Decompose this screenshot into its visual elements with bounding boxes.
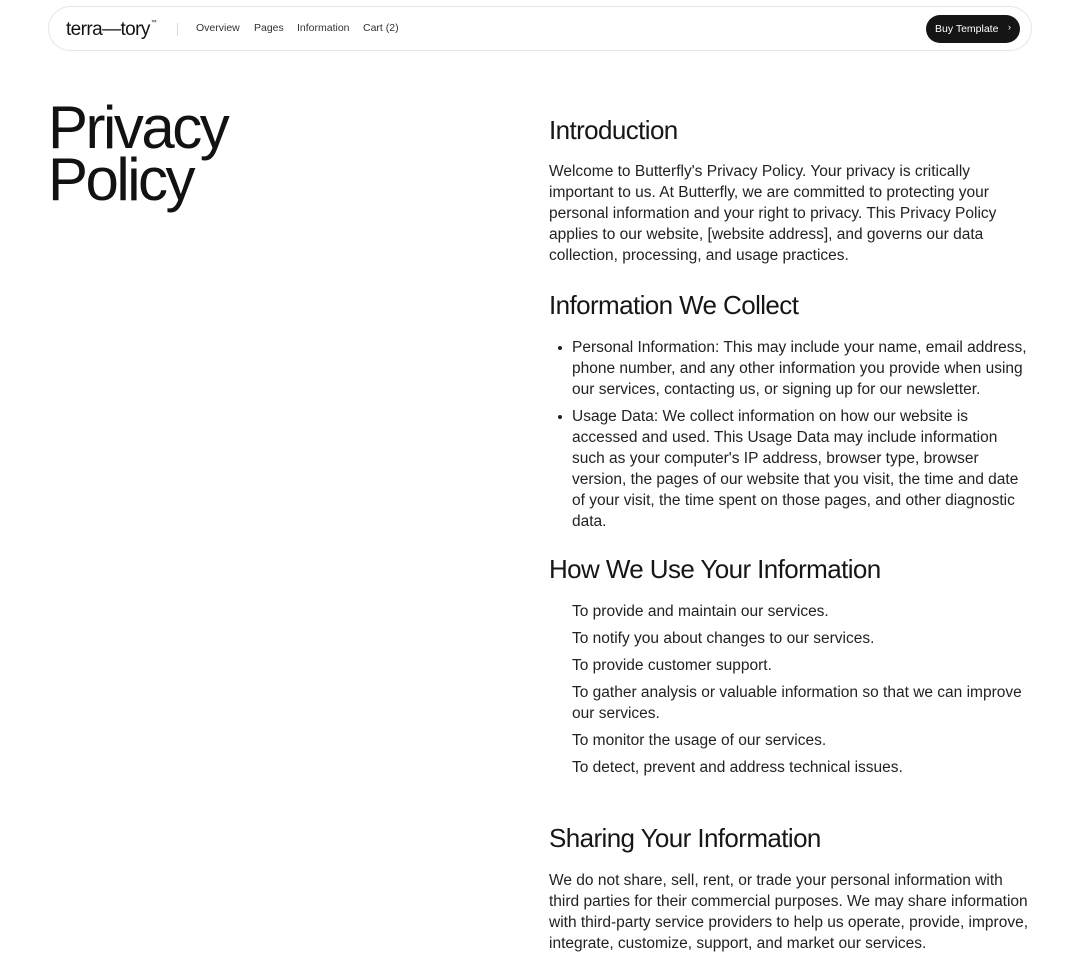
list-item: To provide and maintain our services. [572, 603, 829, 620]
nav-link-overview[interactable]: Overview [196, 22, 240, 34]
list-item: To notify you about changes to our services. [572, 630, 875, 647]
section-heading-introduction: Introduction [549, 115, 678, 145]
buy-template-label: Buy Template [935, 23, 999, 35]
list-item: To gather analysis or valuable information so that we can improve our services. [572, 684, 1022, 722]
list-item: To monitor the usage of our services. [572, 732, 827, 749]
list-item: To provide customer support. [572, 657, 772, 674]
list-item: Usage Data: We collect information on how our website is accessed and used. This Usage Data may include information such as your computer's IP address, browser type, browser version, the pages of our website that you visit, the time and date of your visit, the time spent on those pages, and other diagnostic data. [549, 406, 1034, 532]
collect-list [549, 337, 1034, 532]
nav-divider [177, 23, 178, 36]
list-item: To detect, prevent and address technical issues. [572, 759, 903, 776]
trademark-mark: ™ [150, 20, 157, 26]
page-title [48, 94, 228, 213]
list-item: Personal Information: This may include your name, email address, phone number, and any other information you provide when using our services, contacting us, or signing up for our newsletter. [549, 337, 1034, 400]
nav-link-cart[interactable]: Cart (2) [363, 22, 399, 34]
logo[interactable] [66, 19, 156, 41]
logo-text: terra—tory [66, 19, 150, 40]
section-heading-sharing: Sharing Your Information [549, 823, 821, 853]
top-navbar [48, 6, 1032, 51]
sharing-paragraph: We do not share, sell, rent, or trade your personal information with third parties for their commercial purposes. We may share information with third-party service providers to help us operate, provide, improve, integrate, customize, support, and market our services. [549, 872, 1028, 952]
chevron-right-icon: › [1008, 22, 1011, 32]
buy-template-button[interactable] [926, 15, 1020, 43]
section-heading-how-we-use: How We Use Your Information [549, 554, 881, 584]
page-title-line-2: Policy [48, 146, 194, 213]
nav-link-pages[interactable]: Pages [254, 22, 284, 34]
intro-paragraph: Welcome to Butterfly's Privacy Policy. Your privacy is critically important to us. At Butterfly, we are committed to protecting your personal information and your right to privacy. This Privacy Policy applies to our website, [website address], and governs our data collection, processing, and usage practices. [549, 163, 997, 264]
nav-link-information[interactable]: Information [297, 22, 350, 34]
page-title-line-1: Privacy [48, 94, 228, 161]
use-list [549, 601, 1034, 778]
section-heading-information-collect: Information We Collect [549, 290, 799, 320]
